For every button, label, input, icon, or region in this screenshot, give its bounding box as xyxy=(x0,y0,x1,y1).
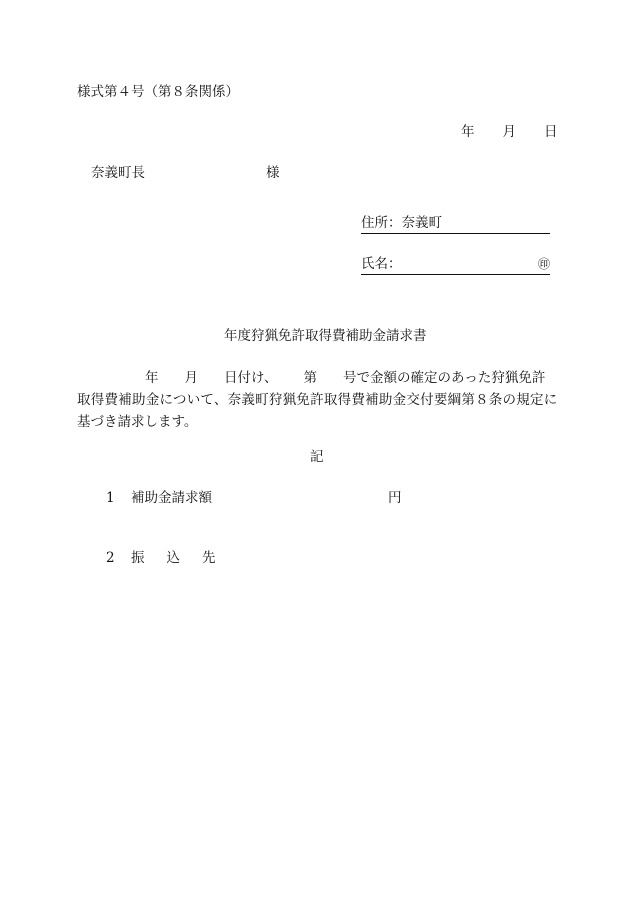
item-2-label-char-1: 振 xyxy=(131,550,145,566)
ki-heading: 記 xyxy=(310,449,324,465)
addressee-title: 奈義町長 xyxy=(91,165,145,181)
item-1-number: 1 xyxy=(106,490,115,506)
body-dated: 日付け、 xyxy=(224,370,278,386)
item-2-label xyxy=(131,552,216,566)
body-line-1 xyxy=(77,367,557,389)
date-line xyxy=(461,126,558,140)
addressee-honorific: 様 xyxy=(266,165,280,181)
document-title: 年度狩猟免許取得費補助金請求書 xyxy=(224,328,427,344)
item-1-label: 補助金請求額 xyxy=(131,490,212,506)
applicant-address-field xyxy=(361,217,550,234)
item-1-unit: 円 xyxy=(388,490,402,506)
body-month: 月 xyxy=(184,370,198,386)
item-2-label-char-3: 先 xyxy=(202,550,216,566)
body-year: 年 xyxy=(145,370,159,386)
body-line-1-rest: 号で金額の確定のあった狩猟免許 xyxy=(342,370,546,386)
applicant-address-label: 住所：奈義町 xyxy=(361,215,442,231)
body-line-2: 取得費補助金について、奈義町狩猟免許取得費補助金交付要綱第８条の規定に xyxy=(77,392,557,408)
applicant-name-label: 氏名： xyxy=(361,256,402,272)
date-day: 日 xyxy=(544,124,558,140)
date-month: 月 xyxy=(502,124,516,140)
item-2-label-char-2: 込 xyxy=(166,550,180,566)
seal-mark-icon: ㊞ xyxy=(537,257,550,271)
form-number-header: 様式第４号（第８条関係） xyxy=(77,84,239,100)
applicant-name-field xyxy=(361,258,550,275)
item-2-number: 2 xyxy=(106,550,115,566)
date-year: 年 xyxy=(461,124,475,140)
body-line-3: 基づき請求します。 xyxy=(77,414,198,430)
body-paragraph xyxy=(77,367,557,433)
body-dai: 第 xyxy=(303,370,317,386)
